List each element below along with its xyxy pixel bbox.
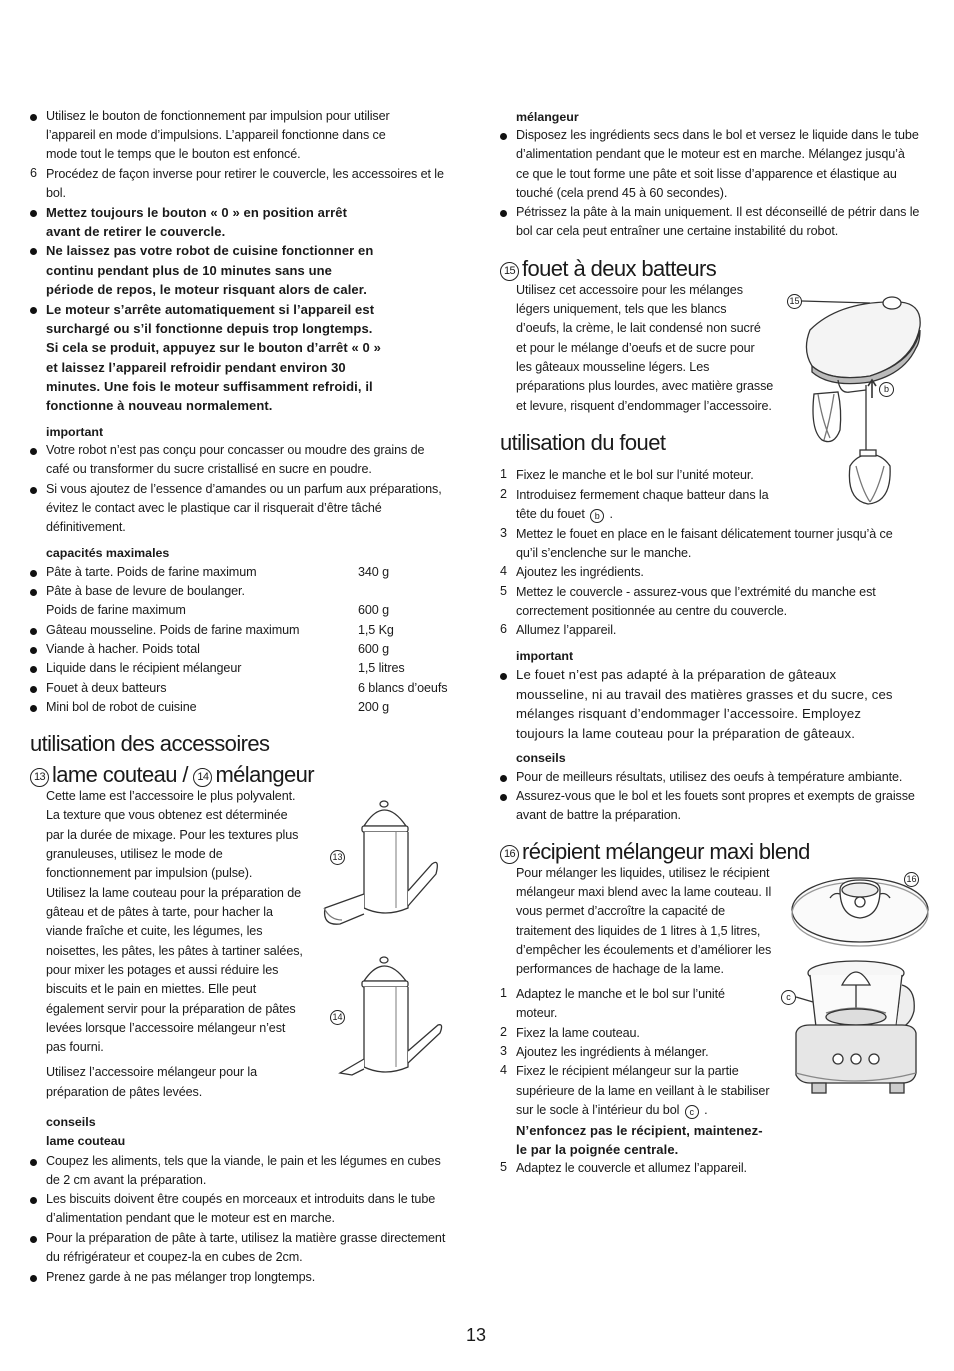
text-line: Ajoutez les ingrédients. xyxy=(516,565,644,579)
step-number: 5 xyxy=(500,1160,508,1174)
capacity-label: Gâteau mousseline. Poids de farine maximum xyxy=(46,623,300,637)
bullet xyxy=(30,1236,37,1243)
text-line: Pour la préparation de pâte à tarte, utilisez la matière grasse directement xyxy=(46,1231,446,1245)
bullet xyxy=(30,307,37,314)
text-line: vous permet d’accroître la capacité de xyxy=(516,904,726,918)
text-line: gâteau et de pâtes à tarte, pour hacher la xyxy=(46,905,273,919)
bullet xyxy=(500,133,507,140)
heading-maxi-blend xyxy=(500,839,810,865)
text-line: toujours la lame couteau pour la préparation de gâteaux. xyxy=(516,726,856,741)
text-line: ce que le tout forme une pâte et soit lisse d’apparence et élastique au xyxy=(516,167,897,181)
text-line: Utilisez l’accessoire mélangeur pour la xyxy=(46,1065,257,1079)
warning-line: avant de retirer le couvercle. xyxy=(46,224,226,239)
subheading-conseils: conseils xyxy=(46,1115,96,1129)
text-line: Fixez le manche et le bol sur l’unité moteur. xyxy=(516,468,754,482)
text-line: par la durée de mixage. Pour les textures plus xyxy=(46,828,299,842)
heading-text: fouet à deux batteurs xyxy=(522,256,717,281)
number-circle: 14 xyxy=(193,768,212,787)
capacity-value: 200 g xyxy=(358,700,390,714)
text-line: tête du fouet b . xyxy=(516,507,613,521)
text-line: préparation de pâtes levées. xyxy=(46,1085,203,1099)
capacity-label: Mini bol de robot de cuisine xyxy=(46,700,197,714)
warning-line: période de repos, le moteur risquant alors de caler. xyxy=(46,282,367,297)
label-16: 16 xyxy=(904,872,919,887)
bullet xyxy=(30,686,37,693)
capacity-value: 600 g xyxy=(358,642,390,656)
capacity-label: Pâte à base de levure de boulanger. xyxy=(46,584,245,598)
text-line: mousseline, ni au travail des matières grasses et du sucre, ces xyxy=(516,687,893,702)
step-number: 3 xyxy=(500,1044,508,1058)
text-line: Mettez le couvercle - assurez-vous que l’extrémité du manche est xyxy=(516,585,876,599)
number-circle: 16 xyxy=(500,845,519,864)
text-line: mélangeur maxi blend avec la lame couteau. Il xyxy=(516,885,772,899)
text-line: Fixez la lame couteau. xyxy=(516,1026,640,1040)
warning-line: surchargé ou s’il fonctionne depuis trop longtemps. xyxy=(46,321,373,336)
step-number: 2 xyxy=(500,1025,508,1039)
bullet xyxy=(30,570,37,577)
step-text: sur le socle à l’intérieur du bol xyxy=(516,1103,680,1117)
text-line: Le fouet n’est pas adapté à la préparation de gâteaux xyxy=(516,667,837,682)
text-line: préparations plus lourdes, avec matière grasse xyxy=(516,379,774,393)
text-line: fonctionnement par impulsion (pulse). xyxy=(46,866,253,880)
number-circle: 13 xyxy=(30,768,49,787)
text-line: supérieure de la lame en veillant à le stabiliser xyxy=(516,1084,770,1098)
capacity-label: Fouet à deux batteurs xyxy=(46,681,167,695)
text-line: Pétrissez la pâte à la main uniquement. Il est déconseillé de pétrir dans le xyxy=(516,205,920,219)
text-line: performances de hachage de la lame. xyxy=(516,962,724,976)
text-line: Cette lame est l’accessoire le plus polyvalent. xyxy=(46,789,296,803)
label-14: 14 xyxy=(330,1010,345,1025)
bullet xyxy=(30,1159,37,1166)
bullet xyxy=(500,775,507,782)
text-line: définitivement. xyxy=(46,520,126,534)
text-line: mode tout le temps que le bouton est enfoncé. xyxy=(46,147,301,161)
text-line: Utilisez la lame couteau pour la préparation de xyxy=(46,886,302,900)
capacity-label: Poids de farine maximum xyxy=(46,603,186,617)
bullet xyxy=(30,647,37,654)
capacity-value: 1,5 Kg xyxy=(358,623,394,637)
bullet xyxy=(30,705,37,712)
bullet xyxy=(30,1275,37,1282)
text-line: légers uniquement, tels que les blancs xyxy=(516,302,727,316)
text-line: Mettez le fouet en place en le faisant délicatement tourner jusqu’à ce xyxy=(516,527,893,541)
whisk-illustration xyxy=(800,290,930,520)
warning-line: Mettez toujours le bouton « 0 » en position arrêt xyxy=(46,205,348,220)
subheading-important: important xyxy=(46,425,104,439)
text-line: Si vous ajoutez de l’essence d’amandes ou un parfum aux préparations, xyxy=(46,482,442,496)
food-processor-illustration xyxy=(790,955,925,1105)
text-line: l’appareil en mode d’impulsions. L’appareil fonctionne dans ce xyxy=(46,128,386,142)
bullet xyxy=(30,114,37,121)
step-number: 6 xyxy=(30,166,38,180)
capacity-value: 1,5 litres xyxy=(358,661,405,675)
text-line: moteur. xyxy=(516,1006,558,1020)
capacity-value: 340 g xyxy=(358,565,390,579)
knife-blade-illustration xyxy=(320,796,450,946)
capacity-label: Pâte à tarte. Poids de farine maximum xyxy=(46,565,257,579)
heading-text: mélangeur xyxy=(215,762,314,787)
bullet xyxy=(500,673,507,680)
circle-ref: c xyxy=(685,1105,699,1119)
text-line: Allumez l’appareil. xyxy=(516,623,617,637)
text-line: Ajoutez les ingrédients à mélanger. xyxy=(516,1045,709,1059)
text-line: d’alimentation pendant que le moteur est en marche. xyxy=(46,1211,335,1225)
capacity-label: Liquide dans le récipient mélangeur xyxy=(46,661,242,675)
warning-line: minutes. Une fois le moteur suffisamment refroidi, il xyxy=(46,379,373,394)
text-line: Introduisez fermement chaque batteur dans la xyxy=(516,488,769,502)
dough-tool-illustration xyxy=(320,955,450,1090)
step-number: 4 xyxy=(500,564,508,578)
text-line: Assurez-vous que le bol et les fouets sont propres et exempts de graisse xyxy=(516,789,915,803)
heading-text: récipient mélangeur maxi blend xyxy=(522,839,810,864)
bullet xyxy=(30,666,37,673)
step-number: 1 xyxy=(500,467,508,481)
capacity-value: 600 g xyxy=(358,603,390,617)
text-line: qu’il s’enclenche sur le manche. xyxy=(516,546,692,560)
subheading-melangeur: mélangeur xyxy=(516,110,579,124)
text-line: Prenez garde à ne pas mélanger trop longtemps. xyxy=(46,1270,316,1284)
step-number: 4 xyxy=(500,1063,508,1077)
label-c: c xyxy=(781,990,796,1005)
text-line: Les biscuits doivent être coupés en morceaux et introduits dans le tube xyxy=(46,1192,436,1206)
text-line: sur le socle à l’intérieur du bol c . xyxy=(516,1103,708,1117)
bullet xyxy=(30,589,37,596)
heading-whisk-use: utilisation du fouet xyxy=(500,430,666,455)
text-line: évitez le contact avec le plastique car il risquerait d’être tâché xyxy=(46,501,382,515)
bullet xyxy=(30,448,37,455)
text-line: et pour le mélange d’oeufs et de sucre pour xyxy=(516,341,755,355)
text-line: les gâteaux mousseline légers. Les xyxy=(516,360,710,374)
bullet xyxy=(500,794,507,801)
text-line: Pour de meilleurs résultats, utilisez des oeufs à température ambiante. xyxy=(516,770,903,784)
step-number: 2 xyxy=(500,487,508,501)
label-b: b xyxy=(879,382,894,397)
subheading-lame: lame couteau xyxy=(46,1134,126,1148)
text-line: Disposez les ingrédients secs dans le bol et versez le liquide dans le tube xyxy=(516,128,919,142)
heading-whisk xyxy=(500,256,716,282)
text-line: granuleuses, utilisez le mode de xyxy=(46,847,223,861)
text-line: levées lorsque l’accessoire mélangeur n’est xyxy=(46,1021,286,1035)
text-line: avant de battre la préparation. xyxy=(516,808,681,822)
label-15: 15 xyxy=(787,294,802,309)
step-number: 3 xyxy=(500,526,508,540)
warning-line: Le moteur s’arrête automatiquement si l’appareil est xyxy=(46,302,375,317)
text-line: mélanges risquant d’endommager l’accessoire. Employez xyxy=(516,706,862,721)
label-13: 13 xyxy=(330,850,345,865)
maxi-blend-lid-illustration xyxy=(790,868,930,958)
subheading-important: important xyxy=(516,649,574,663)
text-line: d’alimentation pendant que le moteur est en marche. Mélangez jusqu’à xyxy=(516,147,905,161)
warning-line: le par la poignée centrale. xyxy=(516,1142,679,1157)
text-line: Pour mélanger les liquides, utilisez le récipient xyxy=(516,866,770,880)
text-line: Fixez le récipient mélangeur sur la partie xyxy=(516,1064,739,1078)
text-line: pas fourni. xyxy=(46,1040,104,1054)
warning-line: N’enfoncez pas le récipient, maintenez- xyxy=(516,1123,763,1138)
text-line: Votre robot n’est pas conçu pour concasser ou moudre des grains de xyxy=(46,443,425,457)
bullet xyxy=(30,210,37,217)
text-line: Procédez de façon inverse pour retirer le couvercle, les accessoires et le xyxy=(46,167,444,181)
step-number: 1 xyxy=(500,986,508,1000)
bullet xyxy=(500,210,507,217)
text-line: du réfrigérateur et coupez-la en cubes de 2cm. xyxy=(46,1250,303,1264)
text-line: biscuits et le pain en miettes. Elle peut xyxy=(46,982,257,996)
capacity-value: 6 blancs d’oeufs xyxy=(358,681,448,695)
heading-accessories: utilisation des accessoires xyxy=(30,731,270,756)
number-circle: 15 xyxy=(500,262,519,281)
step-text: tête du fouet xyxy=(516,507,585,521)
bullet xyxy=(30,628,37,635)
text-line: La texture que vous obtenez est déterminée xyxy=(46,808,288,822)
circle-ref: b xyxy=(590,509,604,523)
text-line: Utilisez cet accessoire pour les mélanges xyxy=(516,283,743,297)
warning-line: Si cela se produit, appuyez sur le bouton d’arrêt « 0 » xyxy=(46,340,381,355)
subheading-conseils: conseils xyxy=(516,751,566,765)
heading-blade xyxy=(30,762,314,788)
bullet xyxy=(30,1197,37,1204)
bullet xyxy=(30,487,37,494)
page-number: 13 xyxy=(466,1325,487,1345)
warning-line: fonctionne à nouveau normalement. xyxy=(46,398,273,413)
step-number: 6 xyxy=(500,622,508,636)
subheading-capacities: capacités maximales xyxy=(46,546,170,560)
text-line: noisettes, les pâtes, les pâtes à tartiner salées, xyxy=(46,944,303,958)
text-line: café ou transformer du sucre cristallisé en sucre en poudre. xyxy=(46,462,372,476)
warning-line: Ne laissez pas votre robot de cuisine fonctionner en xyxy=(46,243,374,258)
text-line: viande fraîche et cuite, les légumes, les xyxy=(46,924,263,938)
text-line: Utilisez le bouton de fonctionnement par impulsion pour utiliser xyxy=(46,109,390,123)
capacity-label: Viande à hacher. Poids total xyxy=(46,642,200,656)
step-number: 5 xyxy=(500,584,508,598)
text-line: bol. xyxy=(46,186,66,200)
warning-line: et laissez l’appareil refroidir pendant environ 30 xyxy=(46,360,346,375)
text-line: Coupez les aliments, tels que la viande, le pain et les légumes en cubes xyxy=(46,1154,441,1168)
text-line: correctement positionnée au centre du couvercle. xyxy=(516,604,788,618)
text-line: pour mixer les potages et aussi réduire les xyxy=(46,963,279,977)
text-line: de 2 cm avant la préparation. xyxy=(46,1173,207,1187)
text-line: d’oeufs, la crème, le lait condensé non sucré xyxy=(516,321,761,335)
text-line: touché (cela prend 45 à 60 secondes). xyxy=(516,186,728,200)
text-line: d’empêcher les écoulements et d’améliorer les xyxy=(516,943,772,957)
bullet xyxy=(30,248,37,255)
text-line: et levure, risquent d’endommager l’accessoire. xyxy=(516,399,772,413)
text-line: Adaptez le manche et le bol sur l’unité xyxy=(516,987,725,1001)
warning-line: continu pendant plus de 10 minutes sans une xyxy=(46,263,333,278)
heading-text: lame couteau / xyxy=(52,762,188,787)
text-line: Adaptez le couvercle et allumez l’appareil. xyxy=(516,1161,747,1175)
text-line: bol car cela peut entraîner une certaine instabilité du robot. xyxy=(516,224,839,238)
text-line: traitement des liquides de 1 litres à 1,5 litres, xyxy=(516,924,761,938)
text-line: également servir pour la préparation de pâtes xyxy=(46,1002,296,1016)
